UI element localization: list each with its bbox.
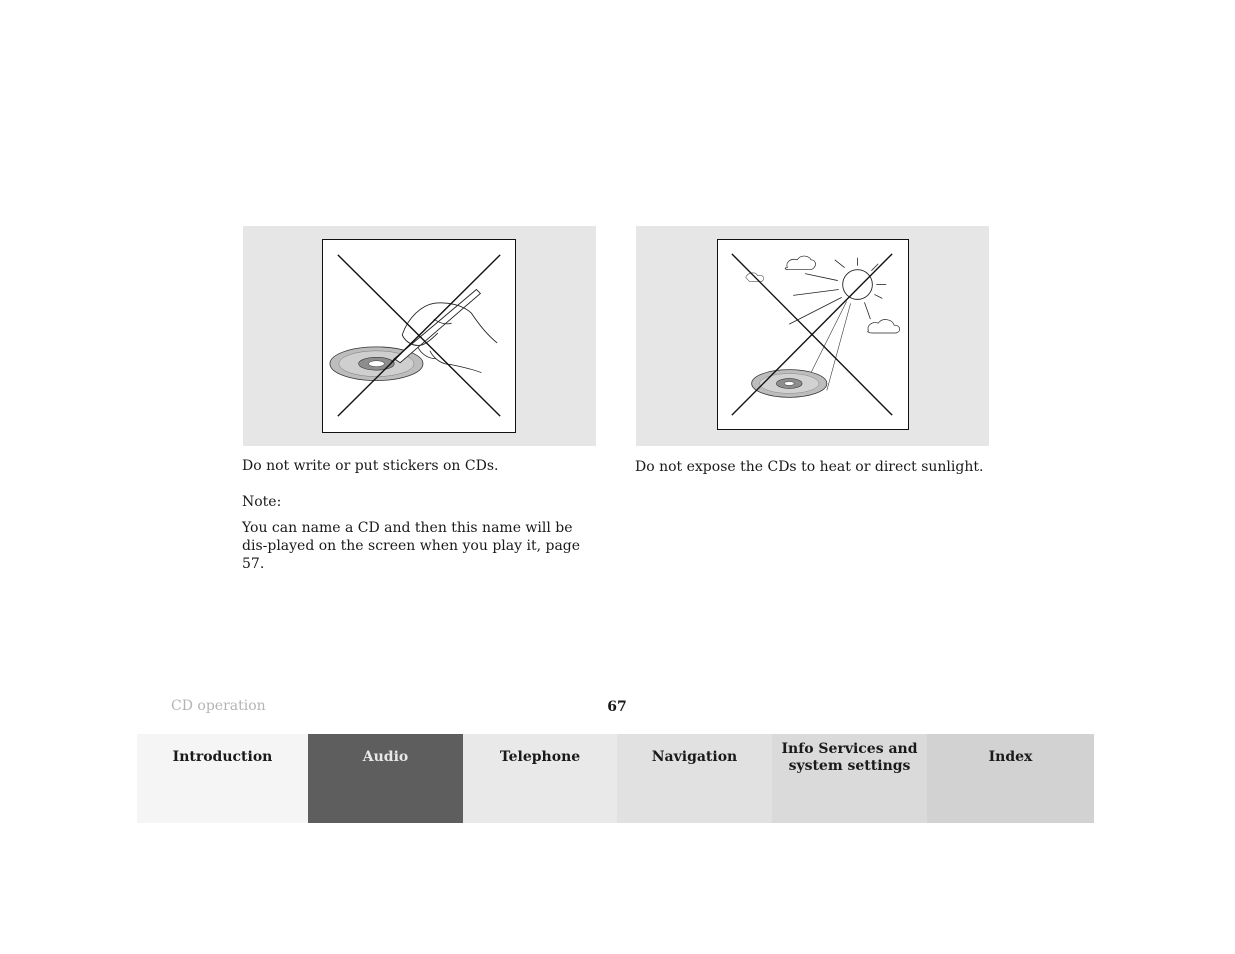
cd-sunlight-prohibited-icon — [717, 239, 909, 430]
tab-index[interactable] — [927, 734, 1094, 823]
caption-right: Do not expose the CDs to heat or direct sunlight. — [635, 459, 984, 475]
tab-telephone[interactable] — [463, 734, 617, 823]
tab-navigation[interactable] — [617, 734, 772, 823]
tab-label: Telephone — [499, 749, 581, 765]
page-number: 67 — [607, 699, 627, 715]
tab-label: Info Services and system settings — [781, 741, 918, 774]
note-body: You can name a CD and then this name will be dis-played on the screen when you play it, page 57. — [242, 520, 581, 572]
tab-label: Index — [988, 749, 1033, 765]
tab-label: Introduction — [172, 749, 273, 765]
tab-label: Navigation — [651, 749, 738, 765]
tab-info-services[interactable] — [772, 734, 927, 823]
tab-introduction[interactable] — [137, 734, 308, 823]
note-label: Note: — [242, 494, 282, 510]
chapter-tab-bar — [137, 734, 1094, 823]
caption-left: Do not write or put stickers on CDs. — [242, 458, 499, 474]
section-label: CD operation — [171, 698, 266, 714]
tab-audio[interactable] — [308, 734, 463, 823]
cd-sticker-prohibited-icon — [322, 239, 516, 433]
tab-label: Audio — [362, 749, 409, 765]
